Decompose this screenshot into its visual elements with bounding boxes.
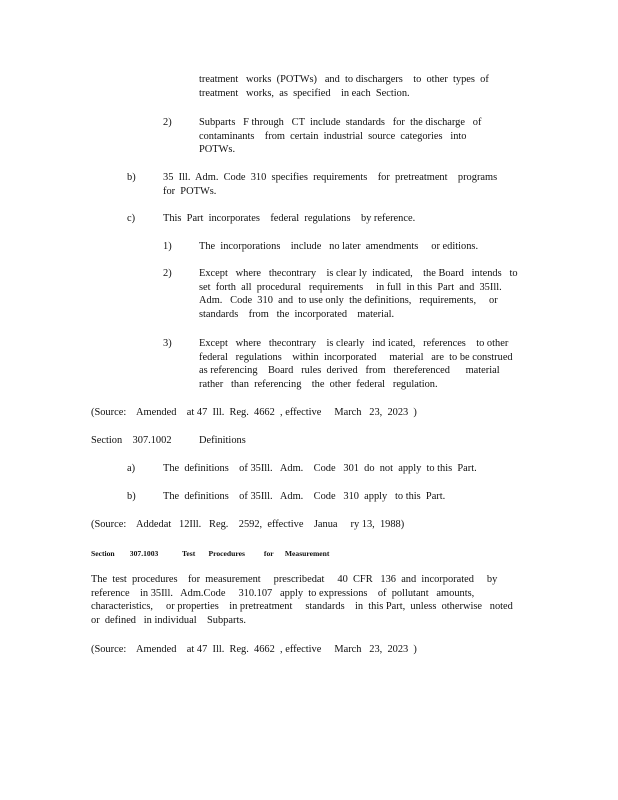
text-line: treatment works (POTWs) and to dischargers to other types of (199, 74, 489, 85)
text-line: treatment works, as specified in each Section. (199, 87, 410, 99)
text-line: standards from the incorporated material. (199, 308, 395, 320)
text-line: The test procedures for measurement prescribedat 40 CFR 136 and incorporated by (91, 574, 498, 585)
item-text (199, 240, 478, 254)
text-line: The definitions of 35Ill. Adm. Code 301 do not apply to this Part. (163, 463, 477, 474)
text-line: The definitions of 35Ill. Adm. Code 310 apply to this Part. (163, 491, 446, 502)
item-text (199, 116, 481, 157)
text-line: contaminants from certain industrial source categories into (199, 130, 467, 142)
item-label: 3) (163, 338, 172, 349)
item-label: a) (127, 463, 136, 474)
text-line: Subparts F through CT include standards for the discharge of (199, 117, 482, 128)
text-line: Adm. Code 310 and to use only the definitions, requirements, or (199, 295, 498, 306)
text-line: for POTWs. (163, 185, 217, 197)
text-line: This Part incorporates federal regulations by reference. (163, 213, 416, 224)
source-note: (Source: Addedat 12Ill. Reg. 2592, effective Janua ry 13, 1988) (91, 519, 405, 530)
section-title: Definitions (199, 435, 246, 446)
source-note: (Source: Amended at 47 Ill. Reg. 4662 , effective March 23, 2023 ) (91, 407, 417, 418)
item-label: 1) (163, 241, 172, 252)
text-line: as referencing Board rules derived from thereferenced material (199, 365, 500, 376)
item-text (199, 267, 518, 321)
section-number: Section 307.1003 (91, 549, 159, 558)
item-text (163, 462, 477, 476)
item-text (163, 171, 497, 198)
item-text (163, 212, 415, 226)
text-line: federal regulations within incorporated material are to be construed (199, 351, 513, 363)
item-label: b) (127, 491, 136, 502)
item-text (163, 490, 445, 504)
text-line: Except where thecontrary is clearly ind icated, references to other (199, 338, 509, 349)
text-line: 35 Ill. Adm. Code 310 specifies requirements for pretreatment programs (163, 172, 498, 183)
source-note: (Source: Amended at 47 Ill. Reg. 4662 , effective March 23, 2023 ) (91, 644, 417, 655)
item-label: 2) (163, 268, 172, 279)
continued-paragraph (199, 73, 489, 100)
text-line: rather than referencing the other federal regulation. (199, 378, 438, 390)
item-label: c) (127, 213, 136, 224)
text-line: characteristics, or properties in pretreatment standards in this Part, unless otherwise noted (91, 601, 513, 612)
item-label: 2) (163, 117, 172, 128)
text-line: POTWs. (199, 144, 236, 155)
item-label: b) (127, 172, 136, 183)
item-text (199, 337, 513, 391)
text-line: set forth all procedural requirements in full in this Part and 35Ill. (199, 281, 502, 293)
section-paragraph (91, 573, 513, 627)
section-number: Section 307.1002 (91, 435, 172, 446)
text-line: Except where thecontrary is clear ly indicated, the Board intends to (199, 268, 518, 279)
section-title: Test Procedures for Measurement (182, 549, 330, 558)
text-line: The incorporations include no later amendments or editions. (199, 241, 479, 252)
text-line: reference in 35Ill. Adm.Code 310.107 apply to expressions of pollutant amounts, (91, 587, 475, 599)
text-line: or defined in individual Subparts. (91, 614, 246, 626)
